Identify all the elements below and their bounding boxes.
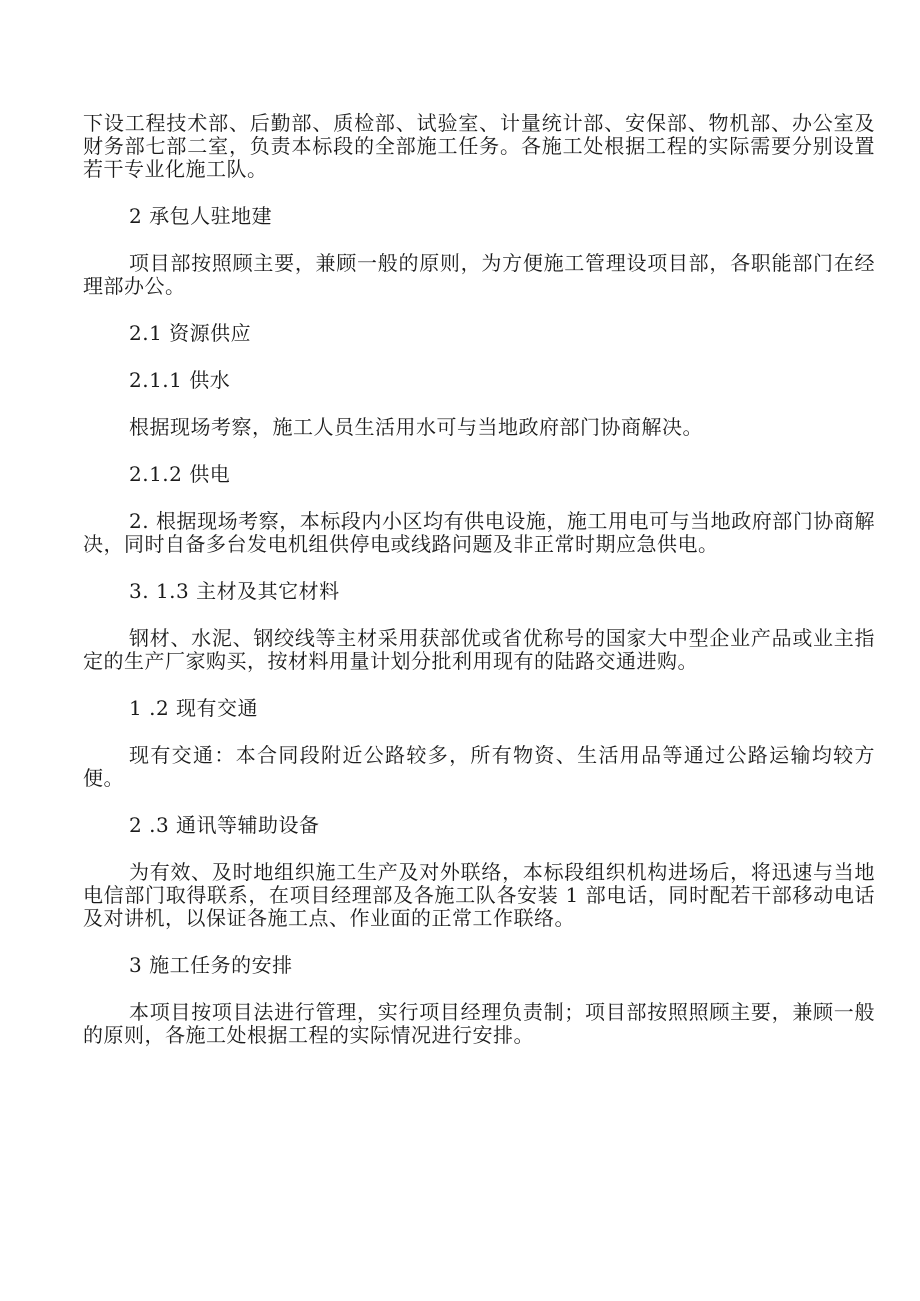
heading-materials: 3. 1.3 主材及其它材料 — [129, 579, 340, 603]
paragraph-org-departments: 下设工程技术部、后勤部、质检部、试验室、计量统计部、安保部、物机部、办公室及财务部七部二室，负责本标段的全部施工任务。各施工处根据工程的实际需要分别设置若干专业化施工队。 — [83, 111, 875, 181]
heading-power-supply: 2.1.2 供电 — [129, 462, 231, 486]
document-page — [83, 112, 875, 1071]
heading-existing-traffic: 1 .2 现有交通 — [129, 696, 259, 720]
paragraph-communications: 为有效、及时地组织施工生产及对外联络，本标段组织机构进场后，将迅速与当地电信部门取得联系，在项目经理部及各施工队各安装 1 部电话，同时配若干部移动电话及对讲机，以保证各施工点、作业面的正常工作联络。 — [83, 860, 875, 930]
heading-resource-supply: 2.1 资源供应 — [129, 321, 252, 345]
paragraph-task-arrangement: 本项目按项目法进行管理，实行项目经理负责制；项目部按照照顾主要，兼顾一般的原则，各施工处根据工程的实际情况进行安排。 — [83, 1000, 875, 1047]
heading-task-arrangement: 3 施工任务的安排 — [129, 953, 293, 977]
paragraph-existing-traffic: 现有交通：本合同段附近公路较多，所有物资、生活用品等通过公路运输均较方便。 — [83, 743, 875, 790]
paragraph-materials: 钢材、水泥、钢绞线等主材采用获部优或省优称号的国家大中型企业产品或业主指定的生产厂家购买，按材料用量计划分批利用现有的陆路交通进购。 — [83, 626, 875, 673]
heading-contractor-site: 2 承包人驻地建 — [129, 204, 273, 228]
paragraph-water-supply: 根据现场考察，施工人员生活用水可与当地政府部门协商解决。 — [129, 415, 703, 439]
paragraph-project-office: 项目部按照顾主要，兼顾一般的原则，为方便施工管理设项目部，各职能部门在经理部办公。 — [83, 251, 875, 298]
heading-communications: 2 .3 通讯等辅助设备 — [129, 813, 320, 837]
paragraph-power-supply: 2. 根据现场考察，本标段内小区均有供电设施，施工用电可与当地政府部门协商解决，同时自备多台发电机组供停电或线路问题及非正常时期应急供电。 — [83, 509, 875, 556]
heading-water-supply: 2.1.1 供水 — [129, 368, 231, 392]
